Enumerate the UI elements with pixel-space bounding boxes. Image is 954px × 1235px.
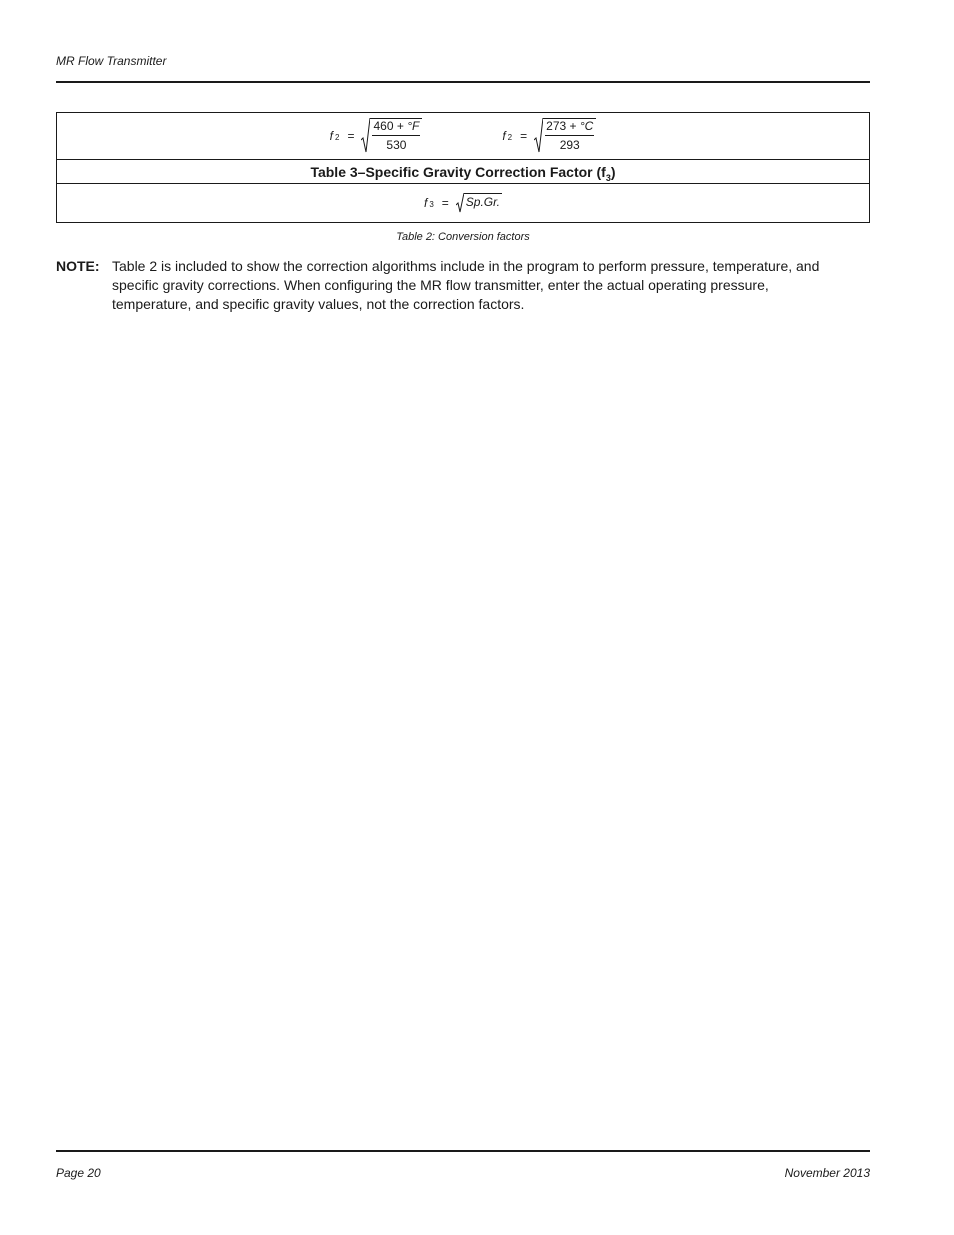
footer-page-number: Page 20 [56,1166,101,1180]
table-row-f3 [57,184,870,223]
square-root-symbol: $\frac{273 + ^\circ C}{293}$ [534,118,596,154]
square-root-symbol: $\frac{460 + ^\circ F}{530}$ [361,118,422,154]
conversion-factors-table [56,112,870,223]
table3-heading: Table 3–Specific Gravity Correction Factor $(f_3)$ [57,160,870,184]
table-row-f2 [57,113,870,160]
table-caption: Table 2: Conversion factors [396,231,530,243]
f3-formula-cell [57,184,870,223]
formula-f2-fahrenheit: f 2 = $\frac{460 + ^\circ F}{530}$ [330,118,423,154]
formula-f3: f 3 = Sp.Gr. [424,193,502,213]
header-divider [56,81,870,83]
note-text: Table 2 is included to show the correction algorithms include in the program to perform pressure, temperature, and specific gravity corrections. When configuring the MR flow transmitter, enter the actual operating pressure, temperature, and specific gravity values, not the correction factors. [112,258,820,312]
f2-formulas-cell [57,113,870,160]
footer-divider [56,1150,870,1152]
footer-date: November 2013 [784,1166,870,1180]
document-header-title: MR Flow Transmitter [56,54,167,68]
formula-f2-celsius: f 2 = $\frac{273 + ^\circ C}{293}$ [502,118,596,154]
table-row-heading [57,160,870,184]
square-root-symbol: Sp.Gr. [456,193,502,213]
note-block [56,257,870,314]
note-label: NOTE: [56,258,100,274]
